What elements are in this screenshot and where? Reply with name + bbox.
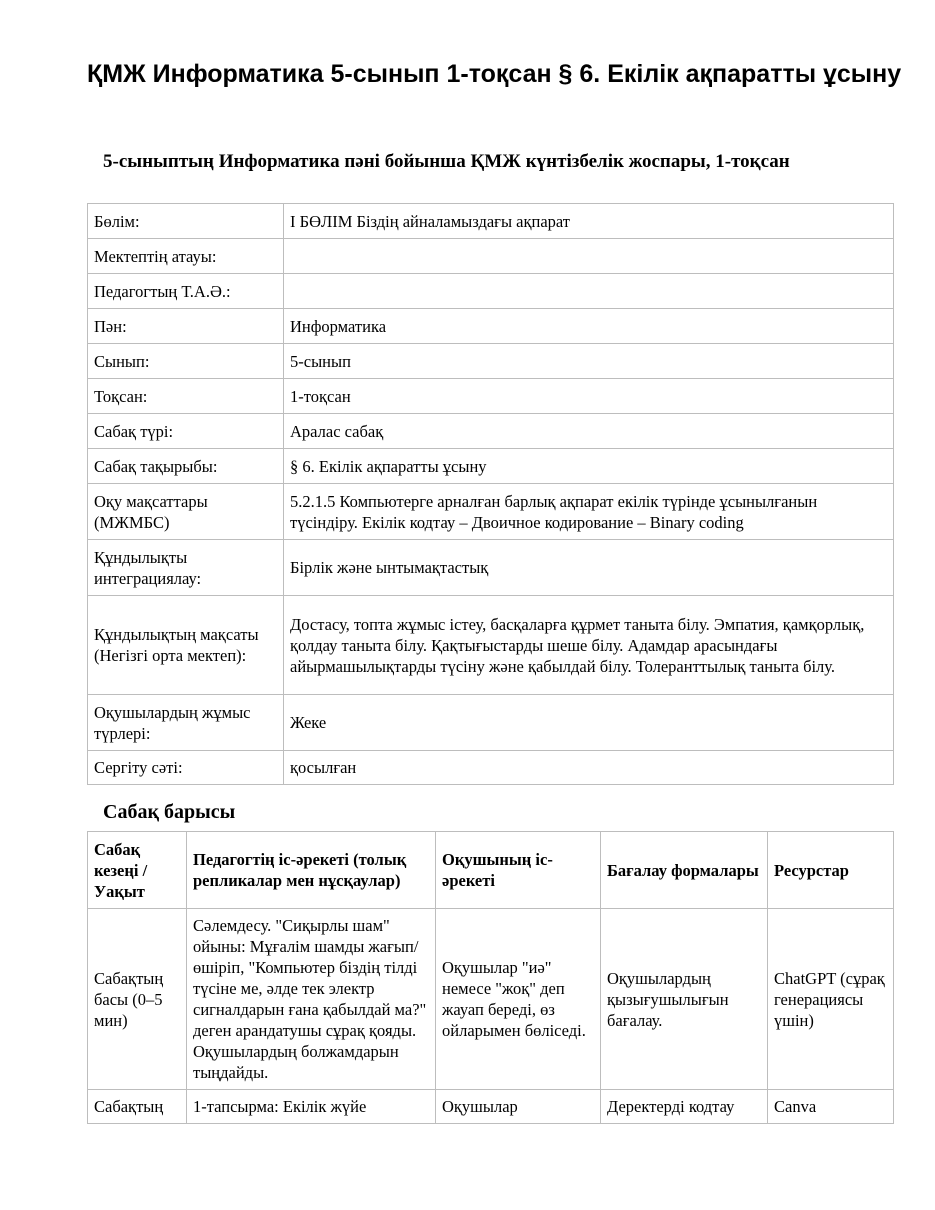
row-label: Сергіту сәті:	[88, 751, 284, 785]
plan-subtitle: 5-сыныптың Информатика пәні бойынша ҚМЖ күнтізбелік жоспары, 1-тоқсан	[103, 151, 790, 172]
table-row	[88, 449, 894, 484]
table-row	[88, 379, 894, 414]
stage-cell: Сабақтың	[88, 1090, 187, 1124]
row-label: Оқушылардың жұмыс түрлері:	[88, 695, 284, 751]
row-label: Құндылықтың мақсаты (Негізгі орта мектеп):	[88, 596, 284, 695]
row-value: қосылған	[284, 751, 894, 785]
row-label: Бөлім:	[88, 204, 284, 239]
table-row	[88, 414, 894, 449]
row-value	[284, 274, 894, 309]
assessment-cell: Оқушылардың қызығушылығын бағалау.	[601, 909, 768, 1090]
resources-cell: Canva	[768, 1090, 894, 1124]
column-header-teacher-activity: Педагогтің іс-әрекеті (толық репликалар мен нұсқаулар)	[187, 832, 436, 909]
row-label: Тоқсан:	[88, 379, 284, 414]
row-value: Жеке	[284, 695, 894, 751]
row-label: Оқу мақсаттары (МЖМБС)	[88, 484, 284, 540]
table-row	[88, 239, 894, 274]
row-value: Достасу, топта жұмыс істеу, басқаларға құрмет таныта білу. Эмпатия, қамқорлық, қолдау таныта білу. Қақтығыстарды шеше білу. Адамдар арасындағы айырмашылықтарды түсіну және қабылдай білу. Толеранттылық таныта білу.	[284, 596, 894, 695]
row-label: Сабақ түрі:	[88, 414, 284, 449]
table-row	[88, 204, 894, 239]
column-header-student-activity: Оқушының іс-әрекеті	[436, 832, 601, 909]
table-row	[88, 909, 894, 1090]
row-value: 5.2.1.5 Компьютерге арналған барлық ақпарат екілік түрінде ұсынылғанын түсіндіру. Екілік кодтау – Двоичное кодирование – Binary coding	[284, 484, 894, 540]
teacher-activity-cell: Сәлемдесу. "Сиқырлы шам" ойыны: Мұғалім шамды жағып/өшіріп, "Компьютер біздің тілді түсіне ме, әлде тек электр сигналдарын ғана қабылдай ма?" деген арандатушы сұрақ қояды. Оқушылардың болжамдарын тыңдайды.	[187, 909, 436, 1090]
column-header-stage: Сабақ кезеңі / Уақыт	[88, 832, 187, 909]
stage-cell: Сабақтың басы (0–5 мин)	[88, 909, 187, 1090]
resources-cell: ChatGPT (сұрақ генерациясы үшін)	[768, 909, 894, 1090]
teacher-activity-cell: 1-тапсырма: Екілік жүйе	[187, 1090, 436, 1124]
row-value: I БӨЛІМ Біздің айналамыздағы ақпарат	[284, 204, 894, 239]
student-activity-cell: Оқушылар	[436, 1090, 601, 1124]
table-row	[88, 540, 894, 596]
table-row	[88, 596, 894, 695]
lesson-progress-heading: Сабақ барысы	[103, 801, 236, 823]
row-label: Сабақ тақырыбы:	[88, 449, 284, 484]
row-value: 1-тоқсан	[284, 379, 894, 414]
table-row	[88, 309, 894, 344]
row-value	[284, 239, 894, 274]
row-label: Пән:	[88, 309, 284, 344]
column-header-assessment: Бағалау формалары	[601, 832, 768, 909]
table-row	[88, 484, 894, 540]
column-header-resources: Ресурстар	[768, 832, 894, 909]
assessment-cell: Деректерді кодтау	[601, 1090, 768, 1124]
row-label: Мектептің атауы:	[88, 239, 284, 274]
student-activity-cell: Оқушылар "иә" немесе "жоқ" деп жауап береді, өз ойларымен бөліседі.	[436, 909, 601, 1090]
row-value: Бірлік және ынтымақтастық	[284, 540, 894, 596]
table-row	[88, 1090, 894, 1124]
row-value: 5-сынып	[284, 344, 894, 379]
row-value: § 6. Екілік ақпаратты ұсыну	[284, 449, 894, 484]
row-value: Информатика	[284, 309, 894, 344]
row-value: Аралас сабақ	[284, 414, 894, 449]
table-row	[88, 751, 894, 785]
table-row	[88, 344, 894, 379]
table-row	[88, 274, 894, 309]
lesson-info-table	[87, 203, 894, 785]
document-title: ҚМЖ Информатика 5-сынып 1-тоқсан § 6. Екілік ақпаратты ұсыну	[87, 60, 902, 88]
row-label: Құндылықты интеграциялау:	[88, 540, 284, 596]
row-label: Педагогтың Т.А.Ә.:	[88, 274, 284, 309]
table-header-row	[88, 832, 894, 909]
row-label: Сынып:	[88, 344, 284, 379]
table-row	[88, 695, 894, 751]
lesson-progress-table	[87, 831, 894, 1124]
